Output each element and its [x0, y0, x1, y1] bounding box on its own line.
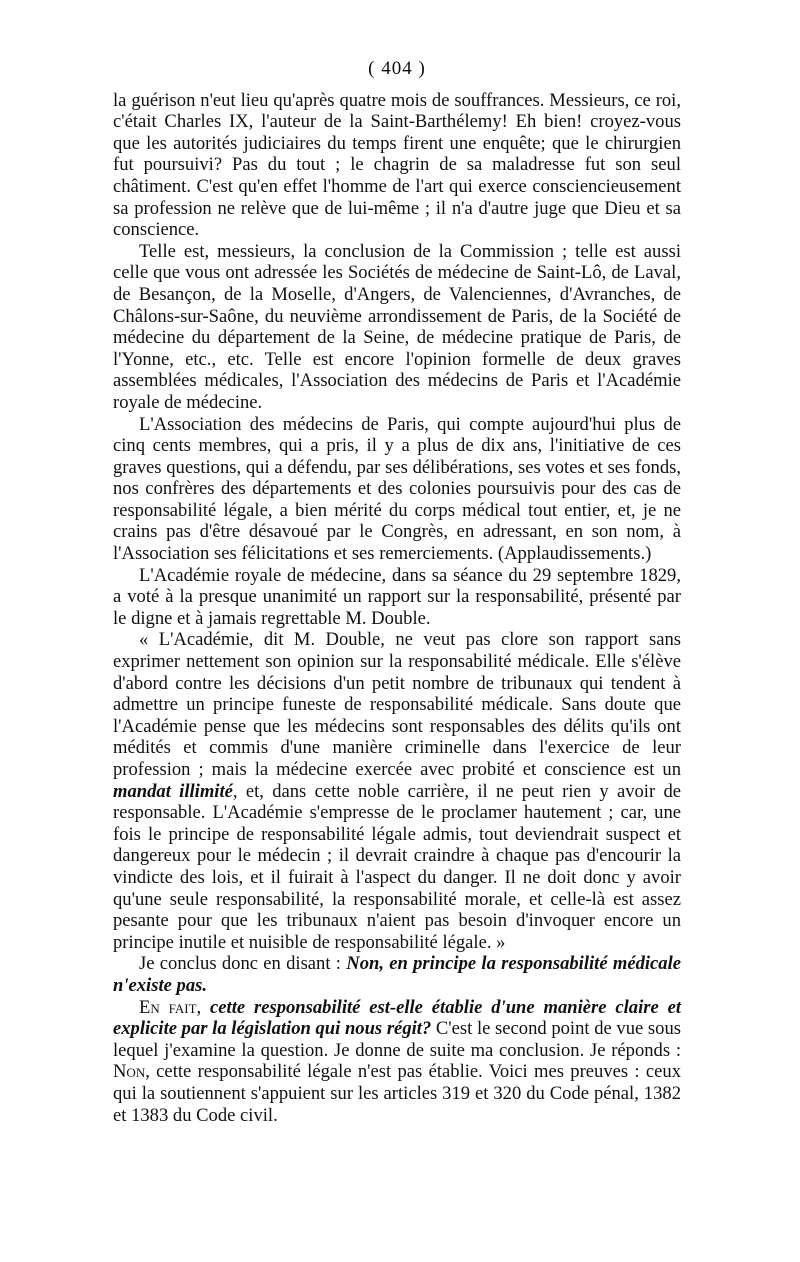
text-segment: L'Association des médecins de Paris, qui compte aujourd'hui plus de cinq cents membres, qui a pris, il y a plus de dix ans, l'initiative de ces graves questions, qui a défendu, par ses délibérations, ses votes et ses fonds, nos confrères des départements et des colonies poursuivis pour des cas de responsabilité légale, a bien mérité du corps médical tout entier, et, je ne crains pas d'être désavoué par le Congrès, en adressant, en son nom, à l'Association ses félicitations et ses remerciements. (Applaudissements.)	[113, 413, 681, 565]
book-page	[113, 58, 681, 1126]
text-segment: « L'Académie, dit M. Double, ne veut pas clore son rapport sans exprimer nettement son opinion sur la responsabilité médicale. Elle s'élève d'abord contre les décisions d'un petit nombre de tribunaux qui tendent à admettre un principe funeste de responsabilité médicale. Sans doute que l'Académie pense que les médecins sont responsables des délits qu'ils ont médités et commis d'une manière criminelle dans l'exercice de leur profession ; mais la médecine exercée avec probité et conscience est un	[113, 629, 681, 780]
paragraph	[113, 241, 681, 414]
text-segment: , et, dans cette noble carrière, il ne peut rien y avoir de responsable. L'Académie s'empresse de le proclamer hautement ; car, une fois le principe de responsabilité légale admis, tout deviendrait suspect et dangereux pour le médecin ; il devrait craindre à chaque pas d'encourir la vindicte des lois, et il fuirait à l'aspect du danger. Il ne doit donc y avoir qu'une seule responsabilité, la responsabilité morale, et celle-là est assez pesante pour que les tribunaux n'aient pas besoin d'invoquer encore un principe inutile et nuisible de responsabilité légale. »	[113, 780, 681, 953]
text-segment: , cette responsabilité légale n'est pas établie. Voici mes preuves : ceux qui la soutiennent s'appuient sur les articles 319 et 320 du Code pénal, 1382 et 1383 du Code civil.	[113, 1061, 681, 1126]
paragraph	[113, 953, 681, 996]
page-number: ( 404 )	[368, 58, 426, 79]
text-segment: C'est le second point de vue sous lequel j'examine la question. Je donne de suite ma conclusion. Je réponds :	[113, 1018, 681, 1061]
paragraph	[113, 629, 681, 953]
emphasized-text: mandat illimité	[113, 780, 233, 802]
body-text	[113, 90, 681, 1127]
paragraph	[113, 90, 681, 241]
text-segment: Je conclus donc en disant :	[139, 953, 347, 975]
emphasized-text: Non, en principe la responsabilité médicale n'existe pas.	[113, 953, 682, 996]
emphasized-text: cette responsabilité est-elle établie d'une manière claire et explicite par la législation qui nous régit?	[113, 996, 682, 1040]
text-segment: Telle est, messieurs, la conclusion de la Commission ; telle est aussi celle que vous ont adressée les Sociétés de médecine de Saint-Lô, de Laval, de Besançon, de la Moselle, d'Angers, de Valenciennes, d'Avranches, de Châlons-sur-Saône, du neuvième arrondissement de Paris, de la Société de médecine du département de la Seine, de médecine pratique de Paris, de l'Yonne, etc., etc. Telle est encore l'opinion formelle de deux graves assemblées médicales, l'Association des médecins de Paris et l'Académie royale de médecine.	[113, 240, 681, 413]
paragraph	[113, 565, 681, 630]
small-caps-text: En fait	[139, 996, 197, 1018]
text-segment: ,	[196, 996, 211, 1018]
paragraph	[113, 414, 681, 565]
small-caps-text: Non	[113, 1061, 146, 1083]
text-segment: la guérison n'eut lieu qu'après quatre mois de souffrances. Messieurs, ce roi, c'était Charles IX, l'auteur de la Saint-Barthélemy! Eh bien! croyez-vous que les autorités judiciaires du temps firent une enquête; que le chirurgien fut poursuivi? Pas du tout ; le chagrin de sa maladresse fut son seul châtiment. C'est qu'en effet l'homme de l'art qui exerce consciencieusement sa profession ne relève que de lui-même ; il n'a d'autre juge que Dieu et sa conscience.	[113, 89, 681, 241]
text-segment: L'Académie royale de médecine, dans sa séance du 29 septembre 1829, a voté à la presque unanimité un rapport sur la responsabilité, présenté par le digne et à jamais regrettable M. Double.	[113, 564, 681, 629]
paragraph	[113, 997, 681, 1127]
